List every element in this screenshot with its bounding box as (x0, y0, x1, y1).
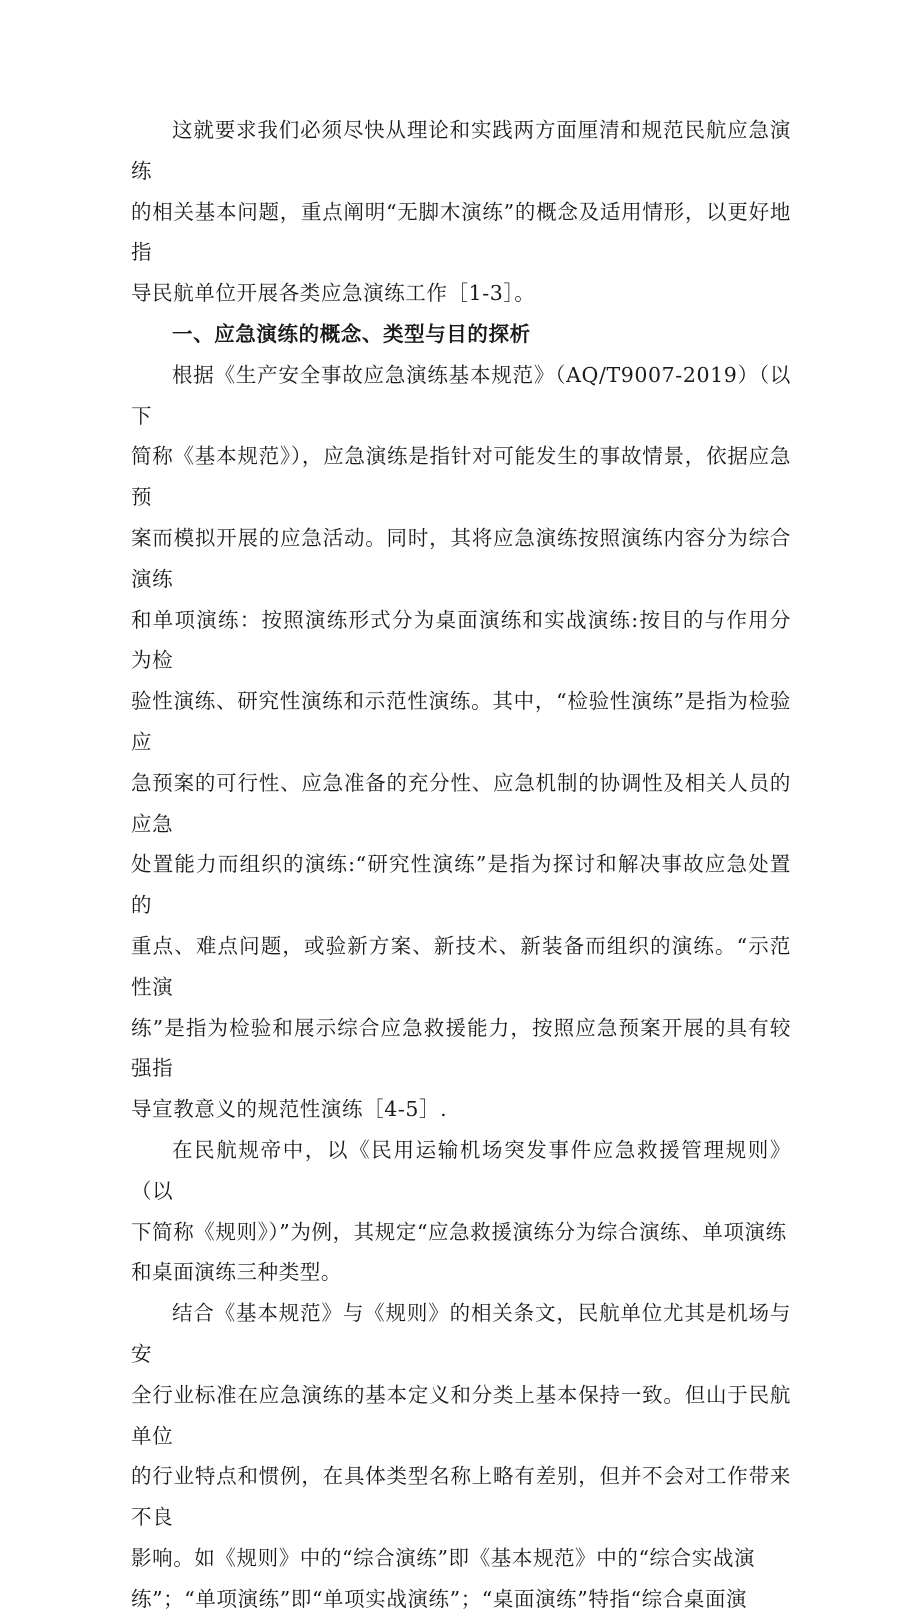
section-heading: 一、应急演练的概念、类型与目的探析 (172, 321, 531, 346)
paragraph-definition: 根据《生产安全事故应急演练基本规范》（AQ/T9007-2019）（以下 简称《基本规范》），应急演练是指针对可能发生的事故情景，依据应急预 案而模拟开展的应急活动。同时，其将应急演练按照演练内容分为综合演练 和单项演练：按照演练形式分为桌面演练和实战演练:按目的与作用分为检 验性演练、研究性演练和示范性演练。其中，“检验性演练”是指为检验应 急预案的可行性、应急准备的充分性、应急机制的协调性及相关人员的应急 处置能力而组织的演练:“研究性演练”是指为探讨和解决事故应急处置的 重点、难点问题，或验新方案、新技术、新装备而组织的演练。“示范性演 练”是指为检验和展示综合应急救援能力，按照应急预案开展的具有较强指 导宣教意义的规范性演练［4-5］. (131, 362, 791, 1122)
paragraph-intro: 这就要求我们必须尽快从理论和实践两方面厘清和规范民航应急演练 的相关基本问题，重点阐明“无脚木演练”的概念及适用情形，以更好地指 导民航单位开展各类应急演练工作［1-3］。 (131, 118, 791, 306)
paragraph-comparison: 结合《基本规范》与《规则》的相关条文，民航单位尤其是机场与安 全行业标准在应急演练的基本定义和分类上基本保持一致。但山于民航单位 的行业特点和惯例，在具体类型名称上略有差别，但并不会对工作带来不良 影响。如《规则》中的“综合演练”即《基本规范》中的“综合实战演 练”；“单项演练”即“单项实战演练”；“桌面演练”特指“综合桌面演 (131, 1301, 791, 1611)
document-body (131, 110, 791, 1619)
paragraph-civil-aviation-rules: 在民航规帝中，以《民用运输机场突发事件应急救援管理规则》（以 下简称《规则》）”为例，其规定“应急救援演练分为综合演练、单项演练 和桌面演练三种类型。 (131, 1137, 791, 1285)
